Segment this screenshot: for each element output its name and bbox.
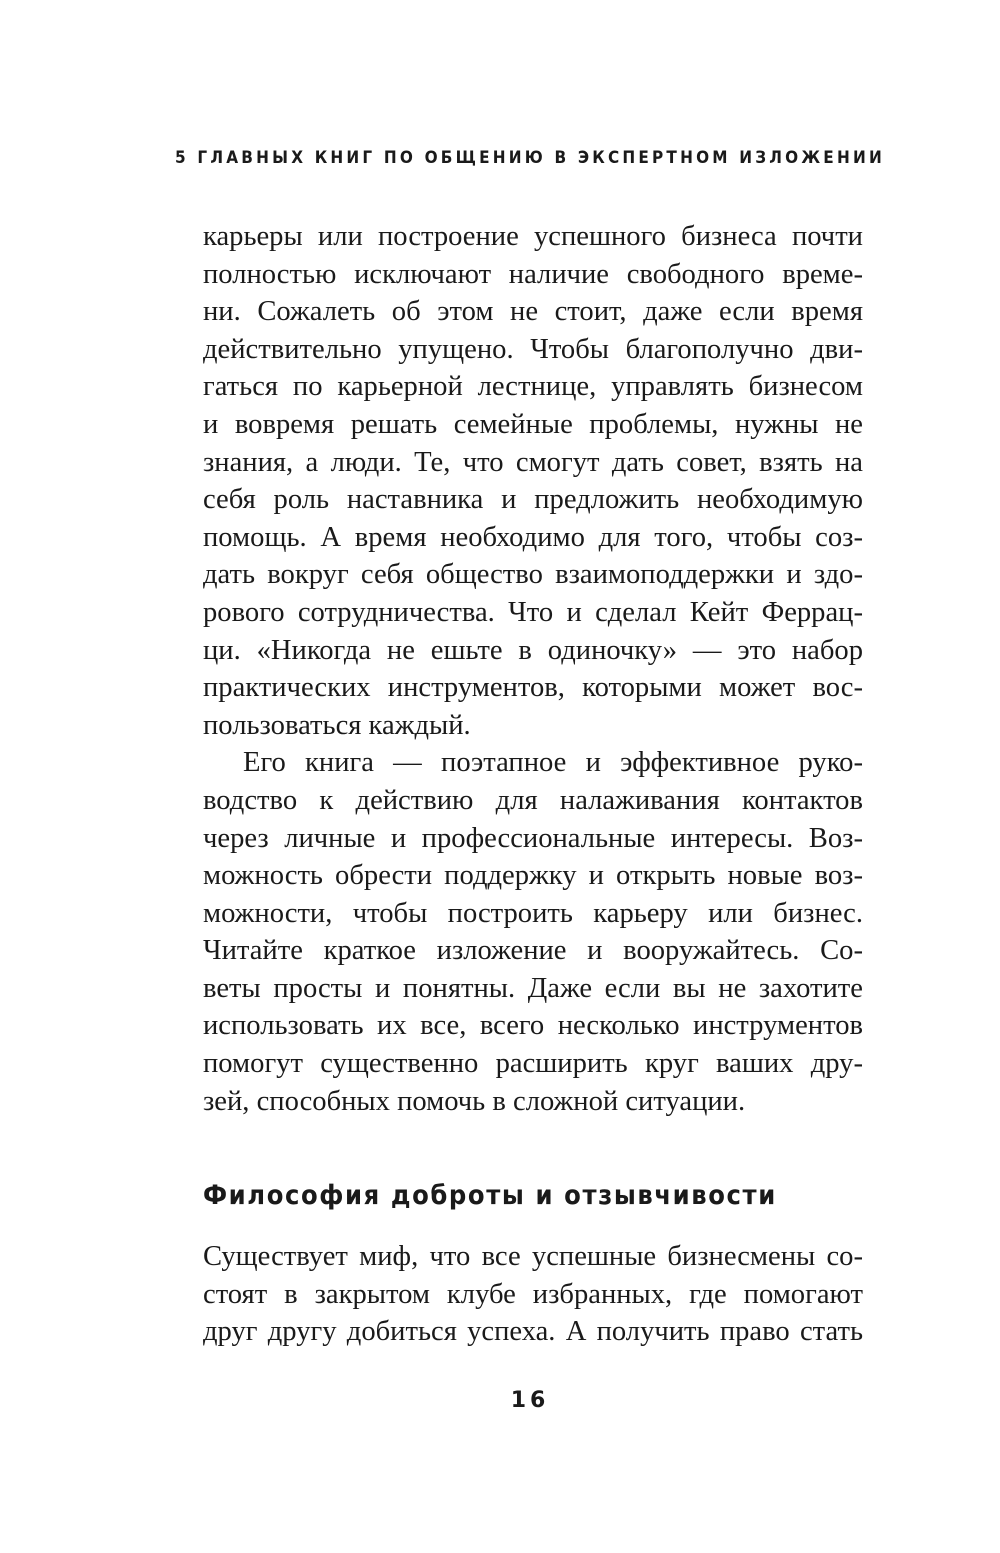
text-line: ни. Сожалеть об этом не стоит, даже если время (203, 296, 863, 328)
section-body-text (203, 1238, 863, 1351)
text-line: Существует миф, что все успешные бизнесмены со- (203, 1241, 863, 1272)
text-line: рового сотрудничества. Что и сделал Кейт Феррац- (203, 596, 863, 628)
text-line: помощь. А время необходимо для того, чтобы соз- (203, 521, 863, 553)
running-header: 5 ГЛАВНЫХ КНИГ ПО ОБЩЕНИЮ В ЭКСПЕРТНОМ ИЗЛОЖЕНИИ (175, 148, 885, 168)
paragraph (203, 218, 863, 744)
text-line: можность обрести поддержку и открыть новые воз- (203, 860, 863, 892)
text-line: практических инструментов, которыми может вос- (203, 672, 863, 704)
paragraph (203, 744, 863, 1120)
text-line: Читайте краткое изложение и вооружайтесь. Со- (203, 935, 863, 967)
text-line: и вовремя решать семейные проблемы, нужны не (203, 408, 863, 440)
text-line: зей, способных помочь в сложной ситуации. (203, 1085, 746, 1117)
text-line: пользоваться каждый. (203, 709, 471, 741)
text-line: веты просты и понятны. Даже если вы не захотите (203, 972, 863, 1004)
paragraph (203, 1238, 863, 1351)
page-number: 16 (510, 1388, 550, 1413)
text-line: помогут существенно расширить круг ваших дру- (203, 1048, 863, 1080)
text-line: водство к действию для налаживания контактов (203, 784, 863, 816)
text-line: можности, чтобы построить карьеру или бизнес. (203, 897, 863, 929)
text-line: действительно упущено. Чтобы благополучно дви- (203, 333, 863, 365)
text-line: карьеры или построение успешного бизнеса почти (203, 221, 863, 252)
text-line: себя роль наставника и предложить необходимую (203, 484, 863, 516)
text-line: ци. «Никогда не ешьте в одиночку» — это набор (203, 634, 863, 666)
section-heading: Философия доброты и отзывчивости (203, 1180, 777, 1211)
text-line: через личные и профессиональные интересы. Воз- (203, 822, 863, 854)
text-line: гаться по карьерной лестнице, управлять бизнесом (203, 371, 863, 403)
text-line: полностью исключают наличие свободного време- (203, 258, 863, 290)
text-line: дать вокруг себя общество взаимоподдержки и здо- (203, 559, 863, 591)
text-line: знания, а люди. Те, что смогут дать совет, взять на (203, 446, 863, 478)
text-line: использовать их все, всего несколько инструментов (203, 1010, 863, 1042)
text-line: Его книга — поэтапное и эффективное руко- (243, 747, 863, 779)
text-line: друг другу добиться успеха. А получить право стать (203, 1316, 863, 1348)
body-text (203, 218, 863, 1120)
text-line: стоят в закрытом клубе избранных, где помогают (203, 1278, 863, 1310)
